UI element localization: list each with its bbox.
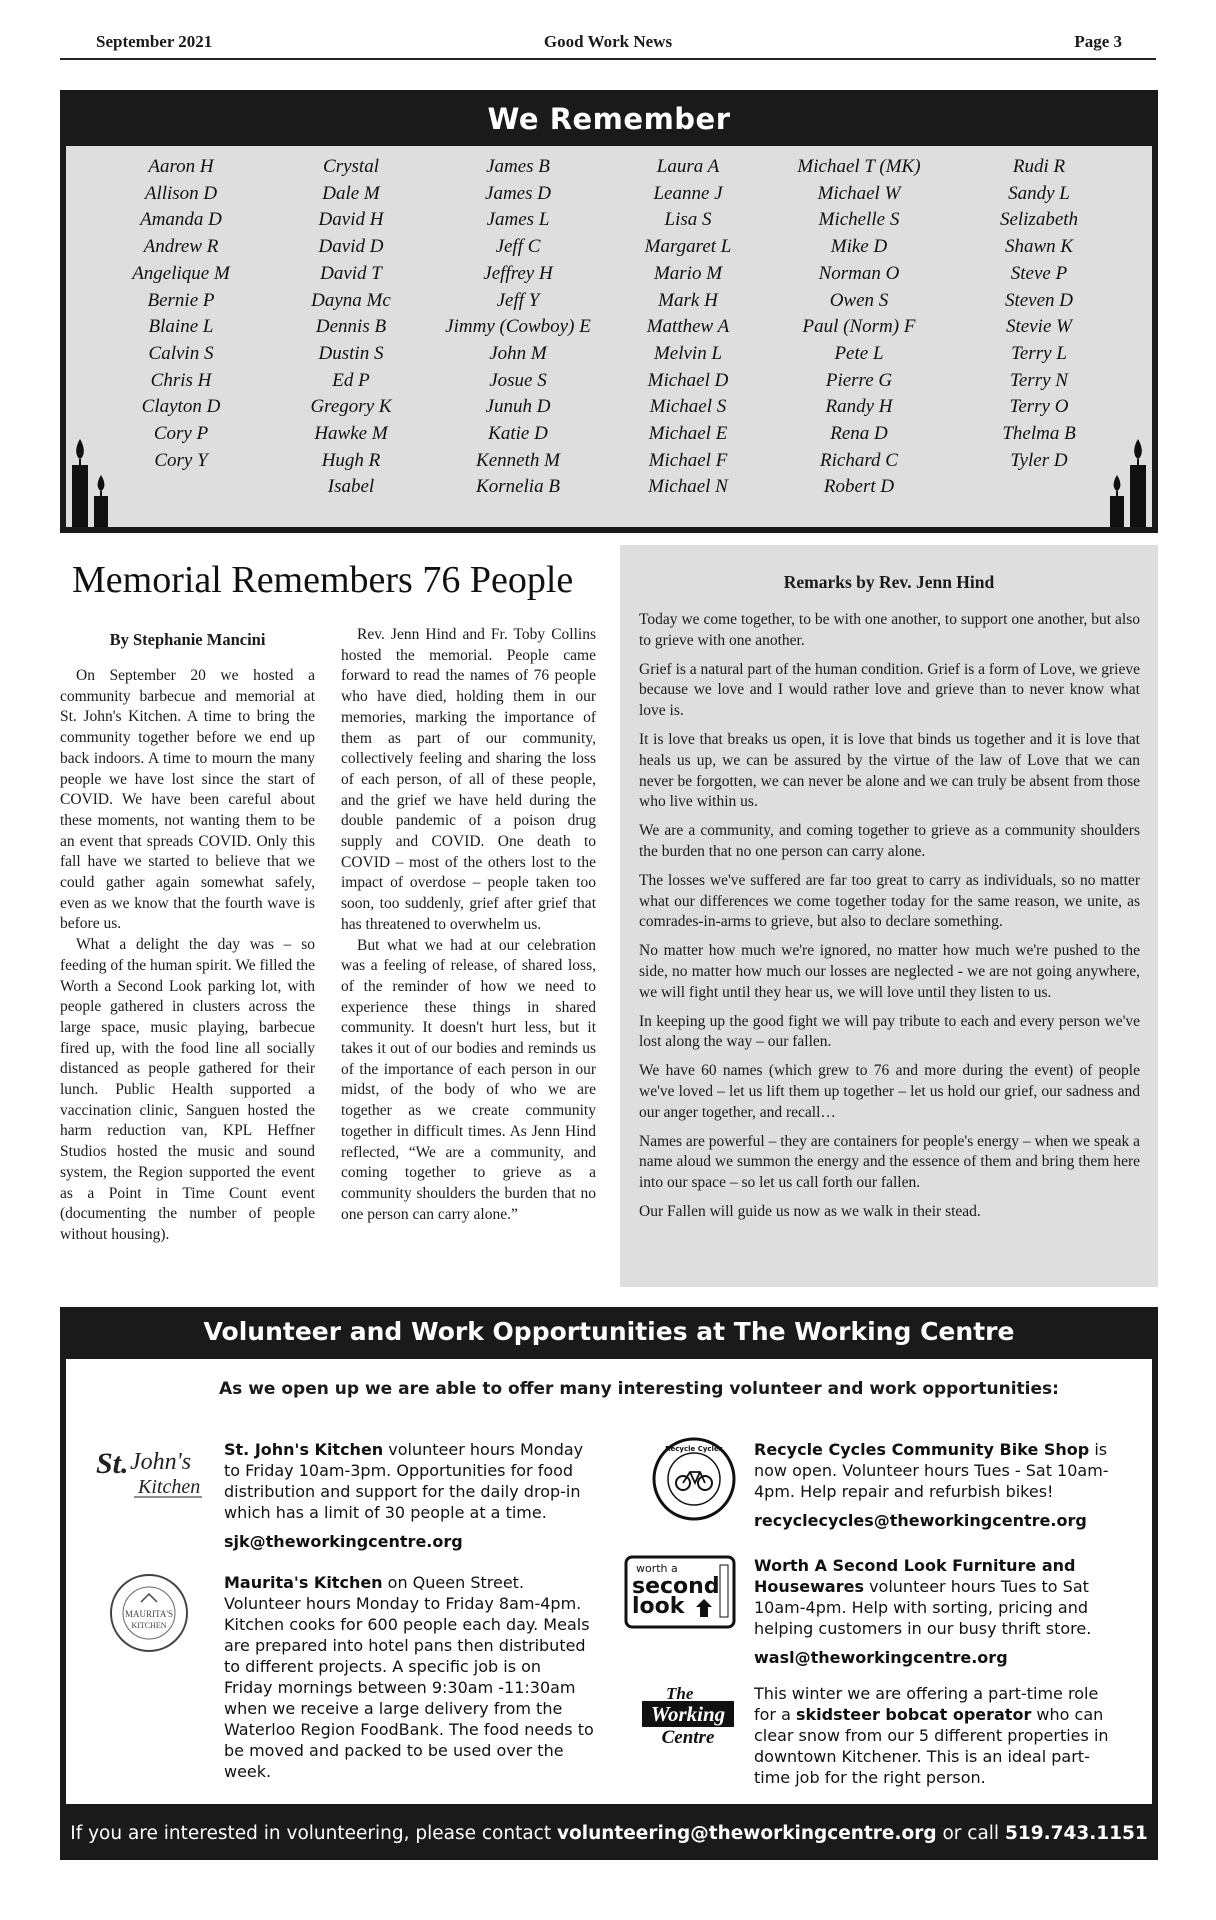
remembered-name: Shawn K — [1004, 236, 1074, 258]
candles-left-icon — [66, 427, 118, 527]
paragraph: We have 60 names (which grew to 76 and more during the event) of people we've loved – let us lift them up together – let us hold our grief, our sadness and our anger together, and recall… — [639, 1062, 1140, 1121]
wasl-logo-line2: second — [632, 1574, 720, 1599]
remembered-name: Hawke M — [314, 423, 388, 445]
candles-right-icon — [1100, 427, 1152, 527]
remembered-name: Allison D — [144, 182, 218, 204]
remarks-body — [639, 610, 1140, 1231]
remembered-name: James D — [485, 182, 551, 204]
volunteering-email-link[interactable]: volunteering@theworkingcentre.org — [556, 1823, 937, 1844]
svg-text:The: The — [666, 1684, 694, 1703]
article-column-1 — [60, 666, 315, 1246]
wasl-logo-line3: look — [632, 1594, 685, 1619]
remembered-name: Andrew R — [143, 236, 219, 258]
remembered-name: Matthew A — [646, 316, 730, 338]
paragraph: What a delight the day was – so feeding of the human spirit. We filled the Worth a Second Look parking lot, with people gathered in clusters across the large space, music playing, barbecue fired up, with the food line all socially distanced as people gathered for their lunch. Public Health supported a vaccination clinic, Sanguen hosted the harm reduction van, KPL Heffner Studios hosted the music and sound system, the Region supported the event as a Point in Time Count event (documenting the number of people without housing). — [60, 936, 316, 1243]
listing-pre: This winter we are offering a part-time role for a — [754, 1684, 1099, 1724]
svg-text:Kitchen: Kitchen — [138, 1476, 201, 1498]
remembered-name: Terry L — [1011, 342, 1067, 364]
remembered-name: David D — [318, 236, 384, 258]
phone-number[interactable]: 519.743.1151 — [1004, 1823, 1148, 1844]
listing-role: skidsteer bobcat operator — [795, 1705, 1032, 1724]
remembered-name: James B — [486, 156, 550, 177]
st-johns-kitchen-listing — [224, 1439, 594, 1552]
footer-pre: If you are interested in volunteering, please contact — [70, 1823, 557, 1844]
remembered-name: Melvin L — [653, 342, 723, 364]
remembered-name: Isabel — [327, 476, 375, 498]
paragraph: Names are powerful – they are containers for people's energy – when we speak a name aloud we summon the energy and the essence of them and bring them here into our space – so let us call forth our fallen. — [639, 1132, 1140, 1192]
volunteer-intro: As we open up we are able to offer many interesting volunteer and work opportunities: — [219, 1379, 1059, 1399]
publication-name: Good Work News — [543, 32, 673, 51]
remembered-name: Pierre G — [825, 369, 893, 391]
we-remember-box — [60, 90, 1158, 533]
remembered-name: Dustin S — [318, 342, 384, 364]
names-column-4 — [603, 154, 773, 501]
volunteer-panel — [66, 1359, 1152, 1804]
remembered-name: Jeff C — [495, 236, 541, 258]
article-headline: Memorial Remembers 76 People — [72, 559, 574, 601]
remembered-name: Robert D — [823, 476, 895, 498]
remembered-name: Cory Y — [154, 449, 208, 471]
remembered-name: Michael W — [817, 182, 901, 204]
paragraph: We are a community, and coming together to grieve as a community shoulders the burden that no one person can carry alone. — [639, 822, 1140, 860]
remembered-name: Kenneth M — [476, 449, 560, 471]
remembered-name: Michael E — [648, 423, 728, 445]
remembered-name: Clayton D — [141, 396, 221, 418]
names-column-5 — [774, 154, 944, 501]
mauritas-kitchen-listing — [224, 1572, 594, 1782]
paragraph: But what we had at our celebration was a feeling of release, of shared loss, of the reminder of how we need to experience these things in shared community. It doesn't hurt less, but it takes it out of our bodies and reminds us of the importance of each person in our midst, of the body of who we are together as we create community together in difficult times. As Jenn Hind reflected, “We are a community, and coming together to grieve as a community shoulders the burden that no one person can carry alone.” — [341, 936, 596, 1223]
remembered-name: Laura A — [656, 156, 720, 177]
remembered-name: Bernie P — [147, 289, 215, 311]
remembered-name: Michael F — [648, 449, 728, 471]
names-panel — [66, 146, 1152, 527]
remembered-name: Chris H — [150, 369, 212, 391]
remembered-name: Amanda D — [140, 209, 222, 231]
remembered-name: Gregory K — [310, 396, 392, 418]
sjk-email-link[interactable]: sjk@theworkingcentre.org — [224, 1532, 463, 1551]
svg-text:Working: Working — [650, 1702, 726, 1726]
remembered-name: Kornelia B — [476, 476, 560, 498]
remembered-name: David H — [318, 209, 384, 231]
paragraph: Grief is a natural part of the human condition. Grief is a form of Love, we grieve because we love and I would rather love and grieve than to never know what love is. — [639, 660, 1140, 720]
remembered-name: Mike D — [830, 236, 888, 258]
skidsteer-listing — [754, 1683, 1124, 1788]
remembered-name: Stevie W — [1006, 316, 1072, 338]
remembered-name: Selizabeth — [999, 209, 1079, 231]
remembered-name: Pete L — [834, 342, 884, 364]
article-column-2 — [341, 625, 596, 1225]
listing-desc: on Queen Street. Volunteer hours Monday to Friday 8am-4pm. Kitchen cooks for 600 people each day. Meals are prepared into hotel pans then distributed to different projects. A specific job is on Friday mornings between 9:30am -11:30am when we receive a large delivery from the Waterloo Region FoodBank. The food needs to be moved and packed to be used over the week. — [224, 1573, 594, 1781]
remembered-name: Mark H — [658, 289, 718, 311]
remembered-name: Crystal — [323, 156, 379, 177]
listing-text — [224, 1572, 594, 1782]
remembered-name: Norman O — [818, 262, 900, 284]
svg-text:MAURITA'S: MAURITA'S — [125, 1609, 173, 1619]
remembered-name: Katie D — [488, 423, 548, 445]
svg-text:John's: John's — [130, 1449, 192, 1475]
volunteer-title: Volunteer and Work Opportunities at The Working Centre — [203, 1317, 1015, 1346]
remembered-name: Hugh R — [321, 449, 381, 471]
svg-text:Centre: Centre — [661, 1727, 715, 1748]
remembered-name: Margaret L — [644, 236, 732, 258]
listing-name: Maurita's Kitchen — [224, 1573, 383, 1592]
names-column-1 — [96, 154, 266, 474]
remembered-name: Dayna Mc — [311, 289, 391, 311]
listing-name: Worth A Second Look Furniture and Housewares — [754, 1556, 1076, 1596]
remembered-name: Dale M — [322, 182, 380, 204]
worth-a-second-look-listing — [754, 1555, 1124, 1668]
names-column-6 — [954, 154, 1124, 474]
svg-text:Recycle Cycles: Recycle Cycles — [665, 1445, 723, 1453]
remembered-name: Randy H — [825, 396, 893, 418]
remembered-name: Junuh D — [485, 396, 551, 418]
remarks-title: Remarks by Rev. Jenn Hind — [783, 572, 995, 592]
wasl-email-link[interactable]: wasl@theworkingcentre.org — [754, 1648, 1008, 1667]
remembered-name: Jimmy (Cowboy) E — [445, 316, 591, 338]
remembered-name: Jeffrey H — [483, 262, 553, 284]
remembered-name: Tyler D — [1010, 449, 1068, 471]
names-column-2 — [266, 154, 436, 501]
remembered-name: Aaron H — [148, 156, 214, 177]
st-johns-kitchen-logo — [94, 1439, 206, 1501]
remembered-name: Michael S — [649, 396, 727, 418]
remembered-name: Ed P — [332, 369, 370, 391]
remembered-name: Richard C — [820, 449, 898, 471]
remembered-name: Michael N — [648, 476, 728, 498]
recycle-cycles-listing — [754, 1439, 1124, 1531]
remembered-name: Terry O — [1009, 396, 1069, 418]
paragraph: The losses we've suffered are far too great to carry as individuals, so no matter what our differences we come together today for the same reason, we unite, as comrades-in-arms to grieve, but also to declare something. — [639, 871, 1140, 931]
paragraph: Rev. Jenn Hind and Fr. Toby Collins hosted the memorial. People came forward to read the names of 76 people who have died, holding them in our memories, marking the importance of them as part of our community, collectively feeling and sharing the loss of each person, of all of these people, and the grief we have held during the double pandemic of a poison drug supply and COVID. One death to COVID – most of the others lost to the impact of overdose – people taken too soon, too suddenly, grief after grief that has threatened to overwhelm us. — [341, 626, 596, 933]
remembered-name: Michelle S — [818, 209, 900, 231]
remembered-name: Leanne J — [653, 182, 723, 204]
remembered-name: Steve P — [1010, 262, 1068, 284]
paragraph: On September 20 we hosted a community barbecue and memorial at St. John's Kitchen. A time to bring the community together before we end up back indoors. A time to mourn the many people we have lost since the start of COVID. We have been careful about these moments, not wanting them to be an event that spreads COVID. Only this fall have we started to believe that we could gather again somewhat safely, even as we know that the fourth wave is before us. — [60, 667, 315, 933]
wasl-logo-line1: worth a — [636, 1562, 678, 1575]
page-number: Page 3 — [1074, 32, 1122, 51]
remembered-name: Rena D — [830, 423, 888, 445]
volunteer-contact-footer — [60, 1823, 1158, 1844]
remembered-name: Paul (Norm) F — [802, 316, 916, 338]
remarks-sidebar — [620, 545, 1158, 1287]
listing-desc: is now open. Volunteer hours Tues - Sat 10am-4pm. Help repair and refurbish bikes! — [754, 1440, 1109, 1501]
remembered-name: Michael D — [647, 369, 729, 391]
remembered-name: Michael T (MK) — [797, 156, 921, 177]
listing-post: who can clear snow from our 5 different properties in downtown Kitchener. This is an ideal part-time job for the right person. — [754, 1705, 1109, 1787]
remembered-name: Owen S — [829, 289, 889, 311]
names-column-3 — [433, 154, 603, 501]
issue-date: September 2021 — [96, 32, 213, 51]
remembered-name: Thelma B — [1002, 423, 1076, 445]
listing-text — [754, 1439, 1124, 1502]
listing-text — [224, 1439, 594, 1523]
recycle-cycles-email-link[interactable]: recyclecycles@theworkingcentre.org — [754, 1511, 1087, 1530]
remembered-name: Jeff Y — [496, 289, 540, 311]
remembered-name: Cory P — [153, 423, 209, 445]
listing-name: Recycle Cycles Community Bike Shop — [754, 1440, 1090, 1459]
running-header — [60, 28, 1156, 60]
remembered-name: Dennis B — [315, 316, 387, 338]
worth-a-second-look-logo — [624, 1555, 736, 1629]
paragraph: Today we come together, to be with one another, to support one another, but also to grieve with one another. — [639, 611, 1140, 649]
remembered-name: John M — [489, 342, 547, 364]
remembered-name: David T — [320, 262, 382, 284]
remembered-name: Rudi R — [1012, 156, 1066, 177]
listing-desc: volunteer hours Tues to Sat 10am-4pm. Help with sorting, pricing and helping customers in our busy thrift store. — [754, 1577, 1092, 1638]
remembered-name: Steven D — [1004, 289, 1074, 311]
remembered-name: Josue S — [489, 369, 547, 391]
remembered-name: Angelique M — [132, 262, 230, 284]
mauritas-kitchen-logo — [108, 1572, 190, 1654]
remembered-name: Lisa S — [664, 209, 712, 231]
listing-desc: volunteer hours Monday to Friday 10am-3pm. Opportunities for food distribution and support for the daily drop-in which has a limit of 30 people at a time. — [224, 1440, 584, 1522]
svg-text:St.: St. — [96, 1447, 129, 1480]
volunteer-box — [60, 1307, 1158, 1860]
remembered-name: Terry N — [1010, 369, 1068, 391]
paragraph: In keeping up the good fight we will pay tribute to each and every person we've lost along the way – our fallen. — [639, 1012, 1140, 1051]
footer-mid: or call — [936, 1823, 1005, 1844]
paragraph: It is love that breaks us open, it is love that binds us together and it is love that heals us up, we can be assured by the virtue of the law of Love that we can never be forgotten, we can never be alone and we can truly be absent from those who live within us. — [639, 730, 1140, 811]
paragraph: Our Fallen will guide us now as we walk in their stead. — [639, 1202, 981, 1220]
recycle-cycles-logo — [652, 1437, 736, 1521]
paragraph: No matter how much we're ignored, no matter how much we're pushed to the side, no matter how much our losses are neglected - we are not going anywhere, we will fight until they hear us, we will love until they listen to us. — [639, 942, 1140, 1001]
remembered-name: Sandy L — [1008, 182, 1070, 204]
byline: By Stephanie Mancini — [109, 630, 266, 649]
listing-name: St. John's Kitchen — [224, 1440, 384, 1459]
remembered-name: James L — [486, 209, 550, 231]
working-centre-logo — [638, 1683, 738, 1749]
listing-text — [754, 1555, 1124, 1639]
remembered-name: Calvin S — [148, 342, 214, 364]
svg-text:KITCHEN: KITCHEN — [131, 1621, 167, 1630]
remembered-name: Mario M — [653, 262, 723, 284]
we-remember-title: We Remember — [487, 102, 731, 136]
remembered-name: Blaine L — [148, 316, 214, 338]
listing-text — [754, 1683, 1124, 1788]
